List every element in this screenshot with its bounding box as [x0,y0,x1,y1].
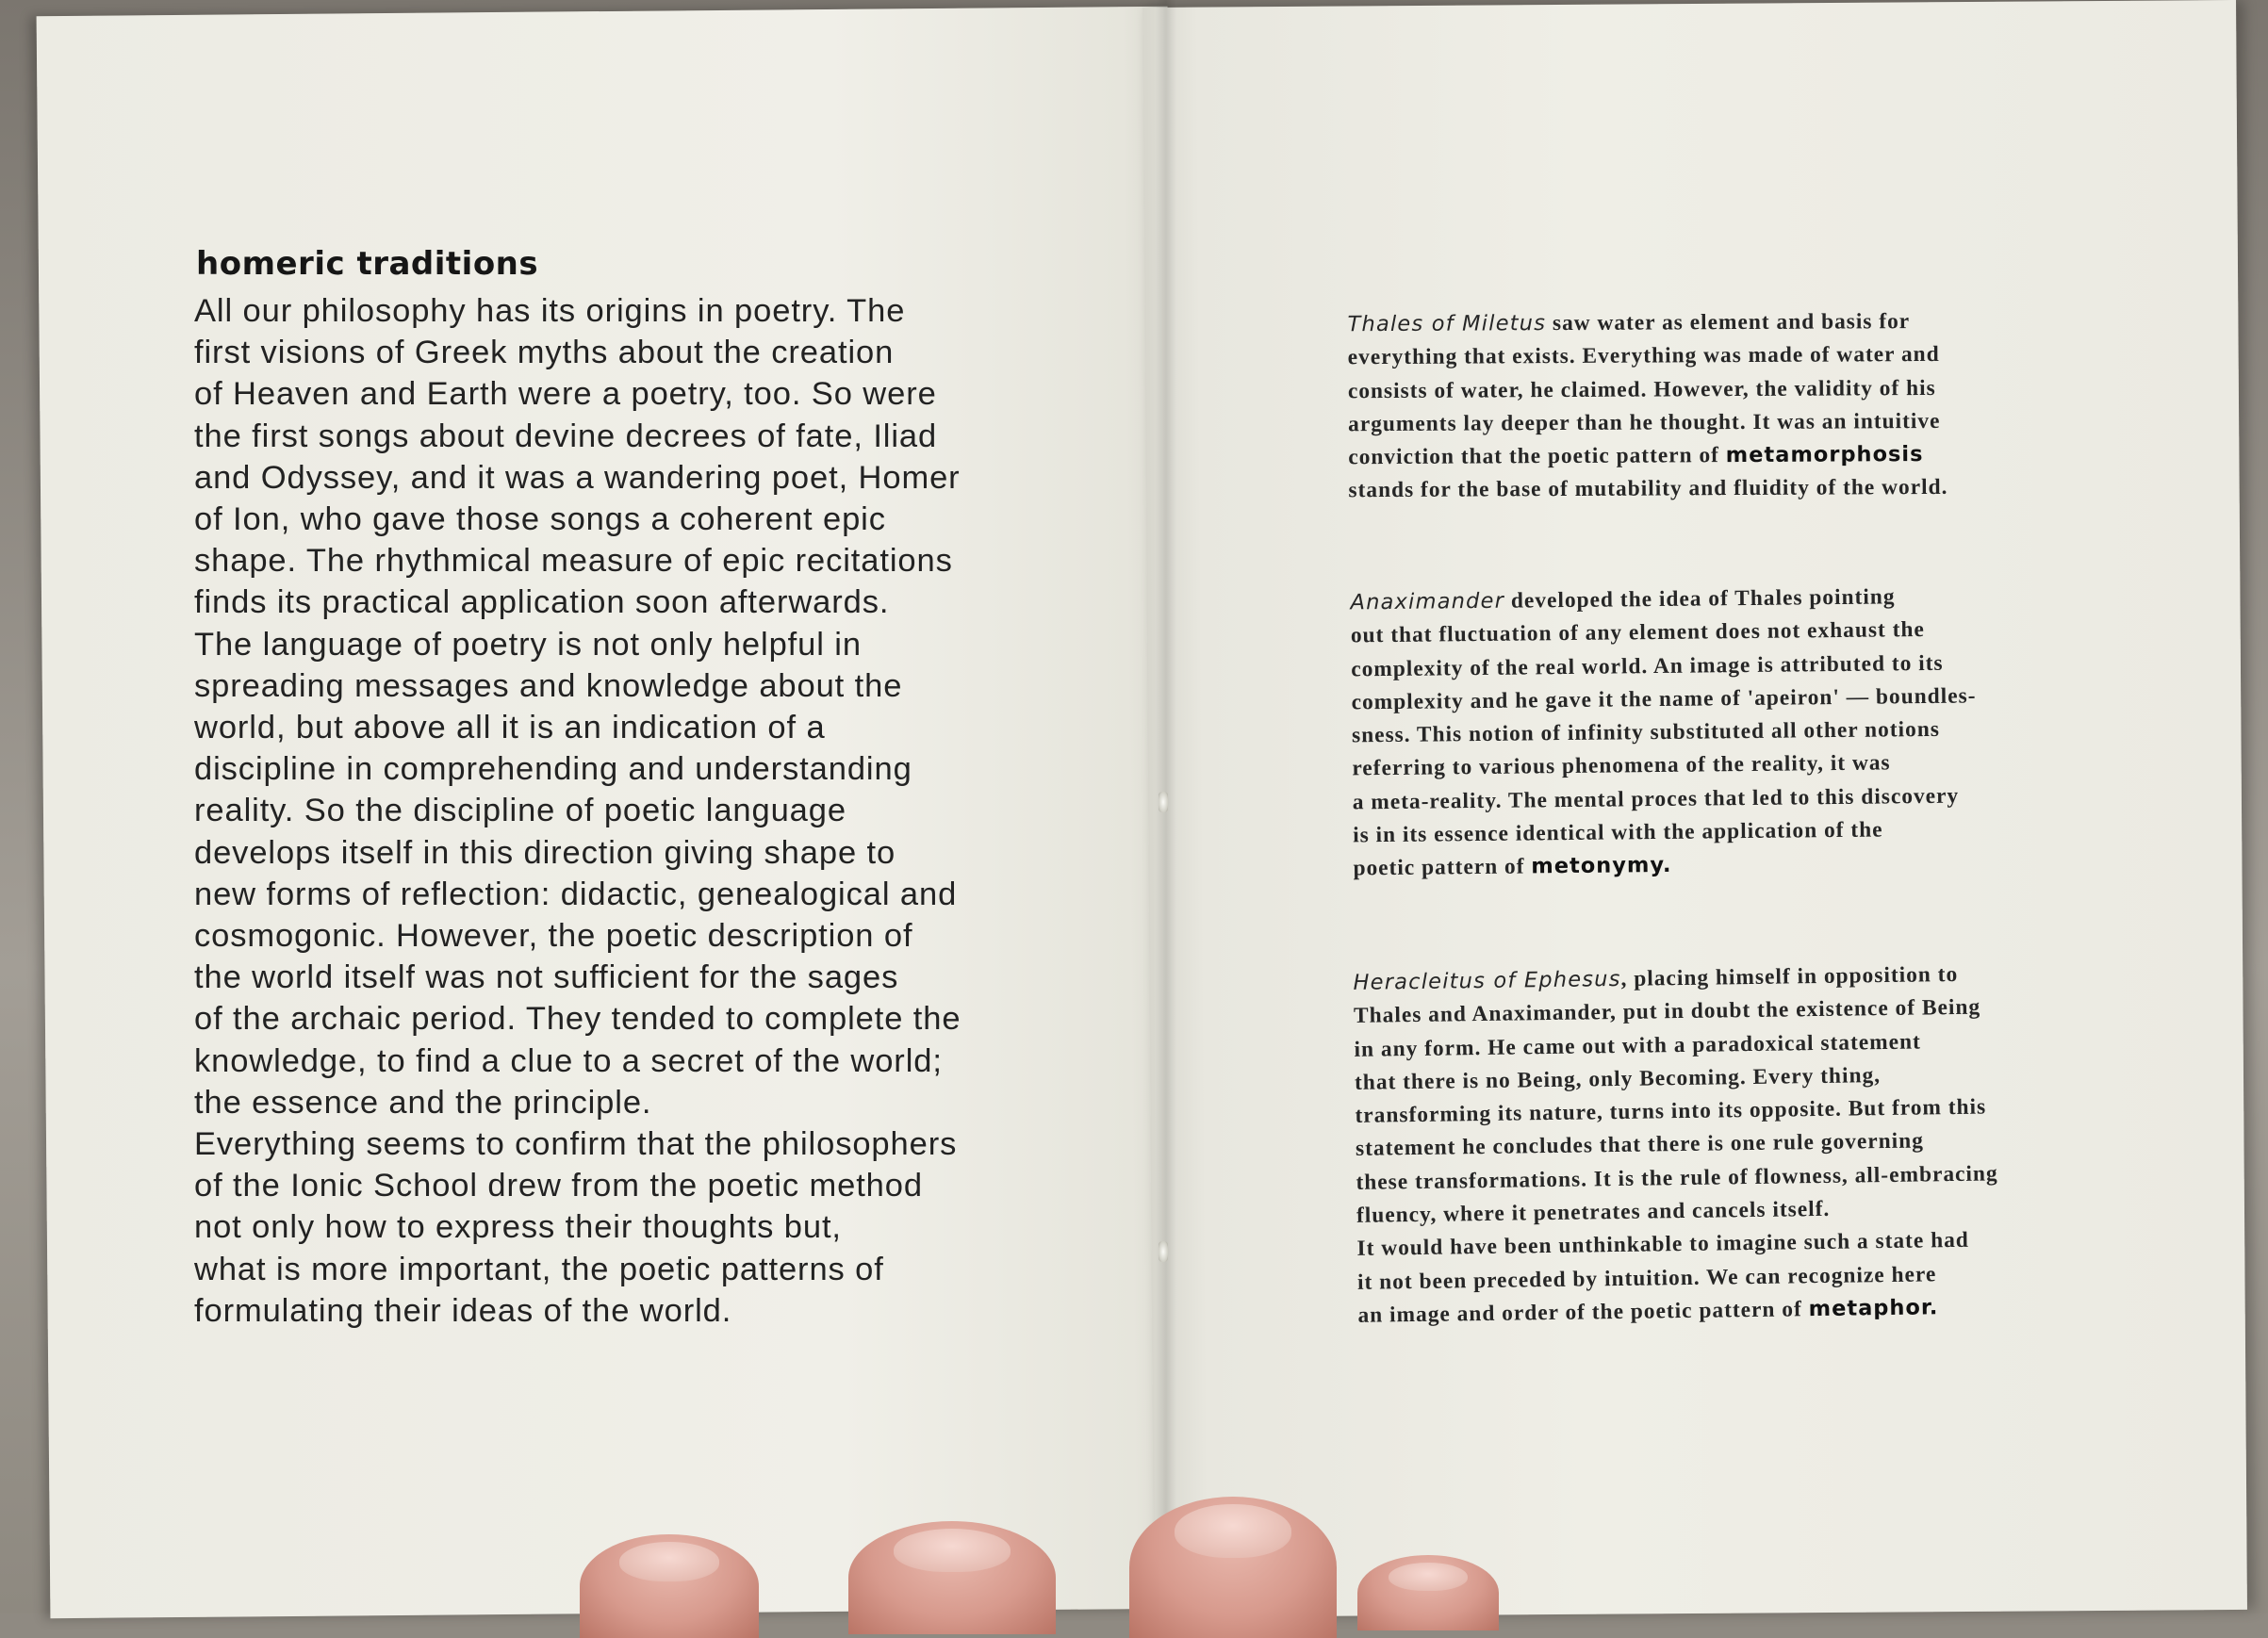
section-line: fluency, where it penetrates and cancels itself. [1356,1188,2148,1233]
section-line: statement he concludes that there is one rule governing [1356,1122,2147,1167]
body-line: reality. So the discipline of poetic language [194,790,1043,831]
body-line: All our philosophy has its origins in poetry. The [194,290,1043,332]
body-line: new forms of reflection: didactic, genealogical and [194,874,1043,915]
section-text: an image and order of the poetic pattern of [1357,1297,1809,1328]
philosopher-name: Thales of Miletus [1347,311,1546,336]
section-line: out that fluctuation of any element does not exhaust the [1351,612,2143,653]
body-line: knowledge, to find a clue to a secret of the world; [194,1040,1043,1082]
body-line: first visions of Greek myths about the creation [194,332,1043,373]
keyword-line [1348,437,2140,475]
fingernail [894,1529,1010,1572]
section-line: everything that exists. Everything was made of water and [1348,337,2140,375]
section-line: consists of water, he claimed. However, the validity of his [1348,370,2140,408]
finger [848,1521,1056,1634]
section-line: complexity and he gave it the name of 'apeiron' — boundles- [1351,678,2143,719]
body-line: the essence and the principle. [194,1082,1043,1123]
body-line: cosmogonic. However, the poetic description of [194,915,1043,957]
body-line: formulating their ideas of the world. [194,1290,1043,1332]
body-line: and Odyssey, and it was a wandering poet, Homer [194,457,1043,499]
section-line: these transformations. It is the rule of flowness, all-embracing [1356,1155,2147,1200]
section-line: arguments lay deeper than he thought. It was an intuitive [1348,404,2140,442]
staple [1159,1241,1168,1262]
fingernail [619,1542,719,1581]
fingernail [1389,1563,1468,1591]
section-line: Thales and Anaximander, put in doubt the existence of Being [1354,989,2145,1033]
section-text: conviction that the poetic pattern of [1348,443,1726,469]
body-line: spreading messages and knowledge about the [194,665,1043,707]
section-line: a meta-reality. The mental proces that led to this discovery [1353,778,2145,819]
section-line: It would have been unthinkable to imagine such a state had [1356,1222,2148,1267]
body-line: the first songs about devine decrees of fate, Iliad [194,416,1043,457]
body-line: shape. The rhythmical measure of epic recitations [194,540,1043,581]
section-text: , placing himself in opposition to [1620,962,1958,991]
finger [580,1534,759,1638]
body-line: of Heaven and Earth were a poetry, too. So were [194,373,1043,415]
body-line: of the Ionic School drew from the poetic method [194,1165,1043,1206]
body-line: of the archaic period. They tended to complete the [194,998,1043,1040]
section-line: in any form. He came out with a paradoxical statement [1354,1023,2145,1067]
body-line: Everything seems to confirm that the philosophers [194,1123,1043,1165]
body-line: of Ion, who gave those songs a coherent epic [194,499,1043,540]
section-text: poetic pattern of [1353,855,1531,881]
poetic-pattern-keyword: metamorphosis [1726,442,1924,467]
section-anaximander [1350,579,2145,886]
staple [1159,792,1168,812]
section-first-line [1347,304,2139,342]
poetic-pattern-keyword: metonymy. [1531,853,1671,879]
body-line: develops itself in this direction giving shape to [194,832,1043,874]
body-line: what is more important, the poetic patterns of [194,1249,1043,1290]
philosopher-name: Heracleitus of Ephesus [1353,967,1620,995]
section-line: stands for the base of mutability and fluidity of the world. [1348,470,2140,508]
section-line: transforming its nature, turns into its opposite. But from this [1355,1089,2146,1133]
section-text: saw water as element and basis for [1546,309,1910,336]
body-line: The language of poetry is not only helpful in [194,624,1043,665]
body-line: not only how to express their thoughts but, [194,1206,1043,1248]
section-line: that there is no Being, only Becoming. Every thing, [1355,1056,2146,1100]
section-text: developed the idea of Thales pointing [1504,584,1896,613]
body-line: the world itself was not sufficient for the sages [194,957,1043,998]
philosopher-name: Anaximander [1350,589,1504,615]
body-line: discipline in comprehending and understanding [194,748,1043,790]
left-page-body [194,290,1043,1332]
finger [1129,1497,1337,1638]
section-line: complexity of the real world. An image is attributed to its [1351,645,2143,686]
body-line: world, but above all it is an indication of a [194,707,1043,748]
section-line: sness. This notion of infinity substituted all other notions [1352,712,2144,753]
left-page-heading: homeric traditions [196,245,538,283]
finger [1357,1555,1499,1630]
section-heracleitus [1353,956,2149,1333]
fingernail [1175,1504,1290,1558]
section-line: is in its essence identical with the application of the [1353,811,2145,853]
section-line: it not been preceded by intuition. We can recognize here [1357,1255,2149,1300]
poetic-pattern-keyword: metaphor. [1808,1295,1938,1321]
body-line: finds its practical application soon afterwards. [194,581,1043,623]
section-thales [1347,304,2140,508]
section-line: referring to various phenomena of the reality, it was [1352,745,2144,786]
